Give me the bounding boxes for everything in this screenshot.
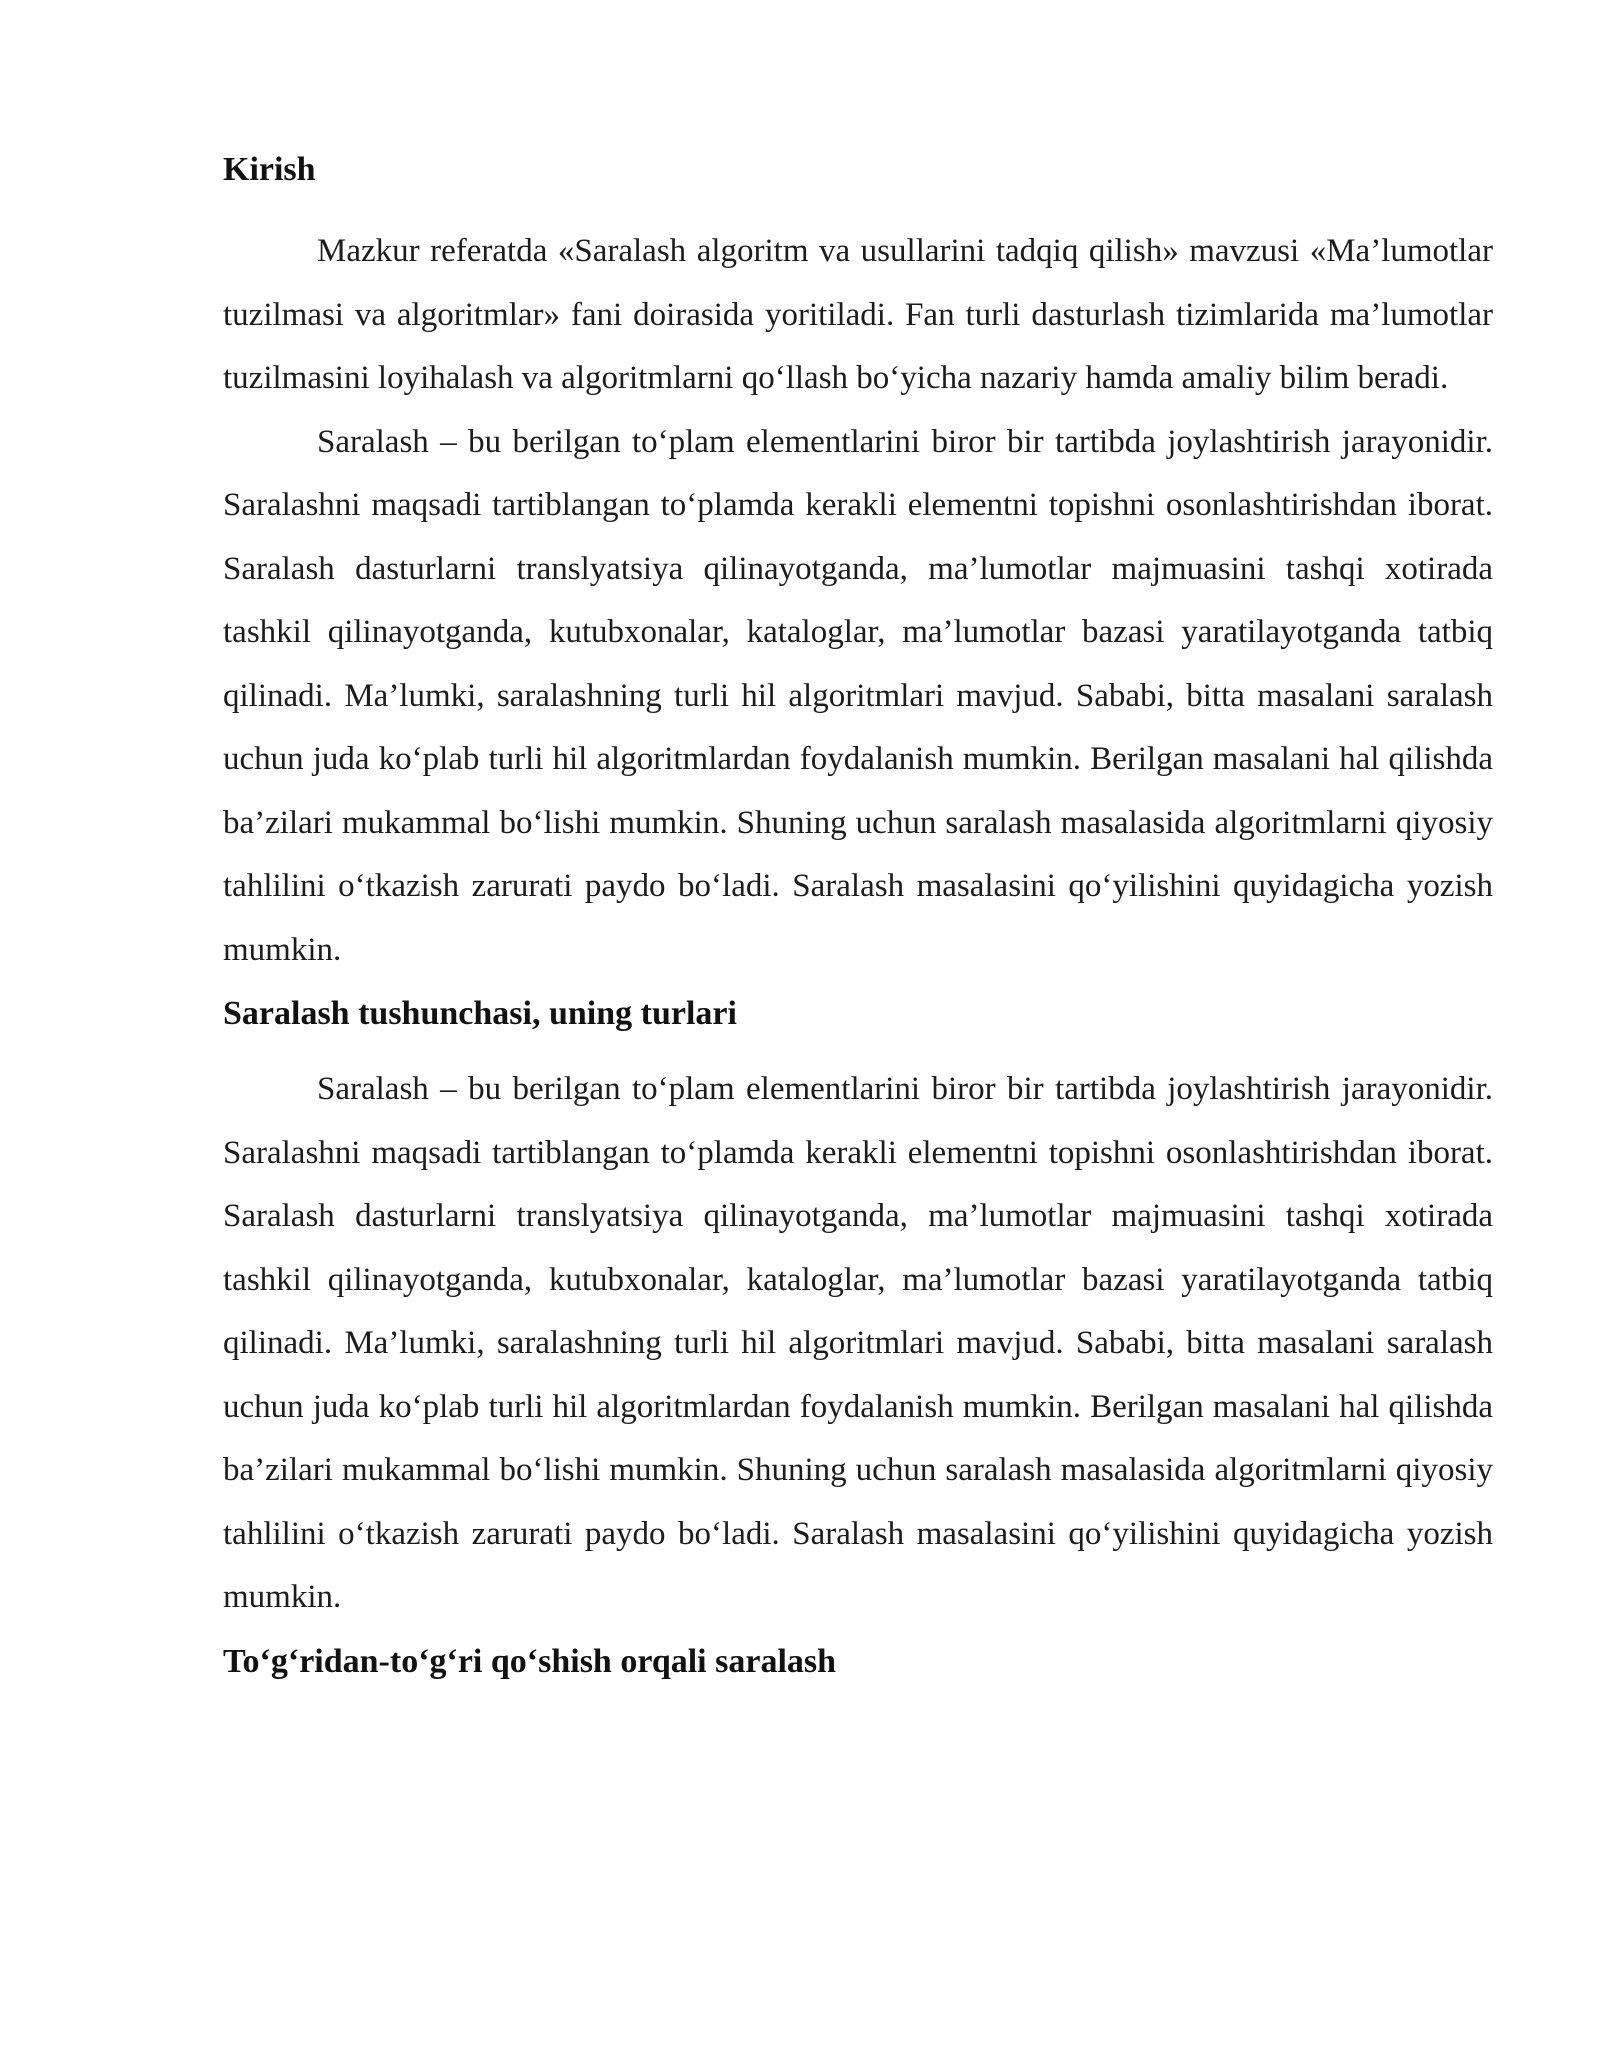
document-page xyxy=(223,146,1493,1690)
section-heading-qoshish-saralash: To‘g‘ridan-to‘g‘ri qo‘shish orqali saralash xyxy=(223,1642,837,1680)
section-heading-kirish: Kirish xyxy=(223,151,316,188)
paragraph-intro-2: Saralash – bu berilgan to‘plam elementlarini biror bir tartibda joylashtirish jarayonidir. Saralashni maqsadi tartiblangan to‘plamda kerakli elementni topishni osonlashtirishdan iborat. Saralash dasturlarni translyatsiya qilinayotganda, ma’lumotlar majmuasini tashqi xotirada tashkil qilinayotganda, kutubxonalar, kataloglar, ma’lumotlar bazasi yaratilayotganda tatbiq qilinadi. Ma’lumki, saralashning turli hil algoritmlari mavjud. Sababi, bitta masalani saralash uchun juda ko‘plab turli hil algoritmlardan foydalanish mumkin. Berilgan masalani hal qilishda ba’zilari mukammal bo‘lishi mumkin. Shuning uchun saralash masalasida algoritmlarni qiyosiy tahlilini o‘tkazish zarurati paydo bo‘ladi. Saralash masalasini qo‘yilishini quyidagicha yozish mumkin. xyxy=(223,423,1493,968)
paragraph-concept-1: Saralash – bu berilgan to‘plam elementlarini biror bir tartibda joylashtirish jarayonidir. Saralashni maqsadi tartiblangan to‘plamda kerakli elementni topishni osonlashtirishdan iborat. Saralash dasturlarni translyatsiya qilinayotganda, ma’lumotlar majmuasini tashqi xotirada tashkil qilinayotganda, kutubxonalar, kataloglar, ma’lumotlar bazasi yaratilayotganda tatbiq qilinadi. Ma’lumki, saralashning turli hil algoritmlari mavjud. Sababi, bitta masalani saralash uchun juda ko‘plab turli hil algoritmlardan foydalanish mumkin. Berilgan masalani hal qilishda ba’zilari mukammal bo‘lishi mumkin. Shuning uchun saralash masalasida algoritmlarni qiyosiy tahlilini o‘tkazish zarurati paydo bo‘ladi. Saralash masalasini qo‘yilishini quyidagicha yozish mumkin. xyxy=(223,1071,1493,1615)
paragraph-intro-1: Mazkur referatda «Saralash algoritm va usullarini tadqiq qilish» mavzusi «Ma’lumotlar tuzilmasi va algoritmlar» fani doirasida yoritiladi. Fan turli dasturlash tizimlarida ma’lumotlar tuzilmasini loyihalash va algoritmlarni qo‘llash bo‘yicha nazariy hamda amaliy bilim beradi. xyxy=(223,233,1493,396)
section-heading-saralash-tushunchasi: Saralash tushunchasi, uning turlari xyxy=(223,995,737,1032)
